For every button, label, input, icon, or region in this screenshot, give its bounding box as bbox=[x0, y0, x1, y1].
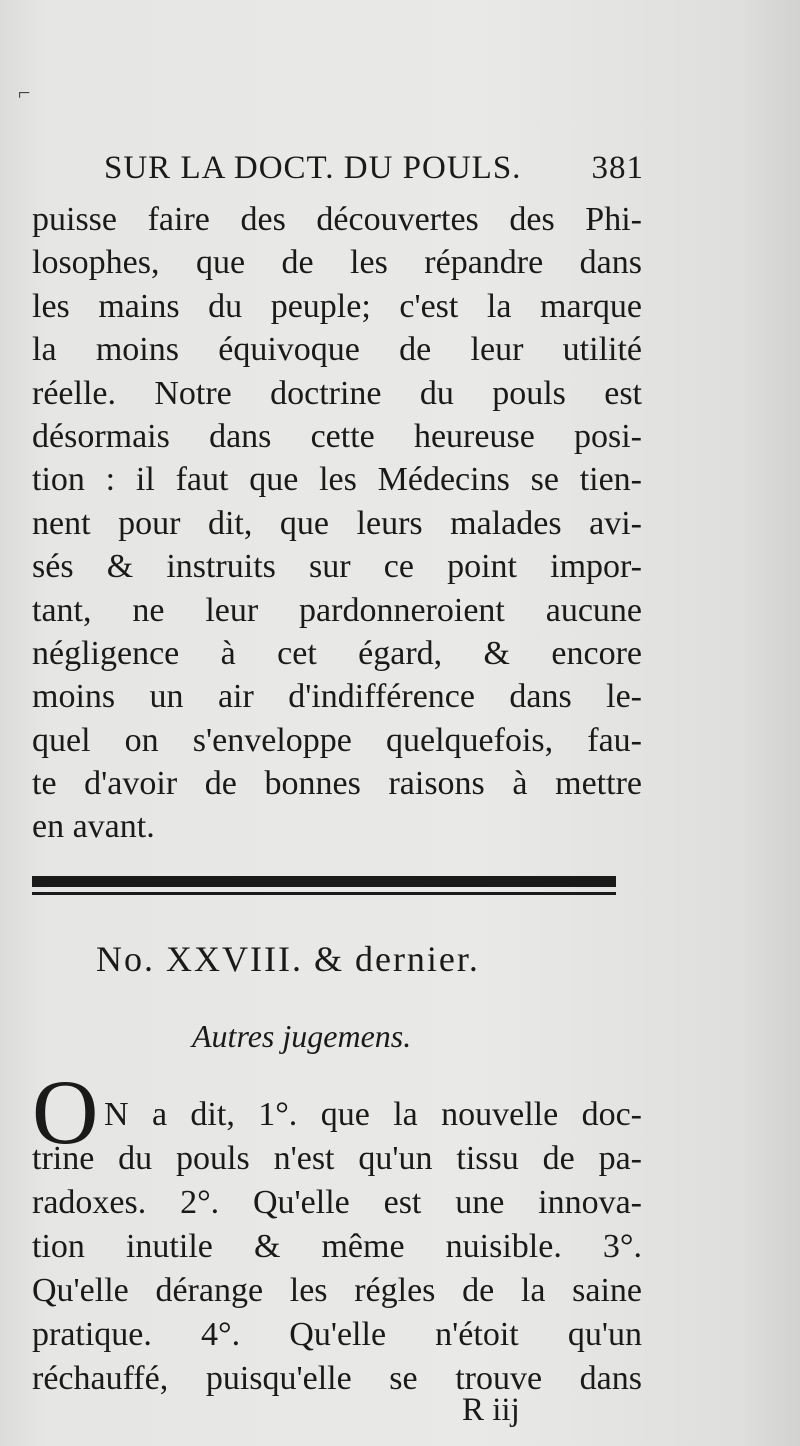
text-line: sés & instruits sur ce point impor- bbox=[32, 548, 642, 586]
text-line: tion inutile & même nuisible. 3°. bbox=[32, 1228, 642, 1265]
signature-mark: R iij bbox=[462, 1392, 520, 1428]
drop-cap: O bbox=[32, 1061, 99, 1163]
page-number: 381 bbox=[591, 150, 644, 186]
corner-mark: ⌐ bbox=[18, 80, 31, 105]
text-line: en avant. bbox=[32, 808, 155, 846]
text-line: te d'avoir de bonnes raisons à mettre bbox=[32, 765, 642, 803]
text-line: trine du pouls n'est qu'un tissu de pa- bbox=[32, 1140, 642, 1177]
text-line: la moins équivoque de leur utilité bbox=[32, 331, 642, 369]
text-line: négligence à cet égard, & encore bbox=[32, 634, 642, 672]
text-line: moins un air d'indifférence dans le- bbox=[32, 678, 642, 716]
running-head bbox=[104, 150, 644, 187]
text-line: pratique. 4°. Qu'elle n'étoit qu'un bbox=[32, 1316, 642, 1353]
text-line: réelle. Notre doctrine du pouls est bbox=[32, 374, 642, 412]
text-line: losophes, que de les répandre dans bbox=[32, 244, 642, 282]
text-line: tant, ne leur pardonneroient aucune bbox=[32, 591, 642, 629]
text-line: les mains du peuple; c'est la marque bbox=[32, 287, 642, 325]
text-line: tion : il faut que les Médecins se tien- bbox=[32, 461, 642, 499]
text-line: réchauffé, puisqu'elle se trouve dans bbox=[32, 1360, 642, 1397]
text-line: désormais dans cette heureuse posi- bbox=[32, 417, 642, 455]
section-subtitle: Autres jugemens. bbox=[192, 1018, 412, 1054]
divider-thin-rule bbox=[32, 892, 616, 895]
section-divider bbox=[32, 876, 616, 895]
running-head-title: SUR LA DOCT. DU POULS. bbox=[104, 150, 522, 186]
section-title: No. XXVIII. & dernier. bbox=[96, 939, 480, 979]
text-line: puisse faire des découvertes des Phi- bbox=[32, 201, 642, 238]
body-text bbox=[32, 198, 642, 849]
text-line: radoxes. 2°. Qu'elle est une innova- bbox=[32, 1184, 642, 1221]
text-line: quel on s'enveloppe quelquefois, fau- bbox=[32, 721, 642, 759]
divider-thick-rule bbox=[32, 876, 616, 887]
text-line: N a dit, 1°. que la nouvelle doc- bbox=[104, 1096, 642, 1133]
section-body bbox=[32, 1093, 642, 1401]
text-line: Qu'elle dérange les régles de la saine bbox=[32, 1272, 642, 1309]
text-line: nent pour dit, que leurs malades avi- bbox=[32, 504, 642, 542]
